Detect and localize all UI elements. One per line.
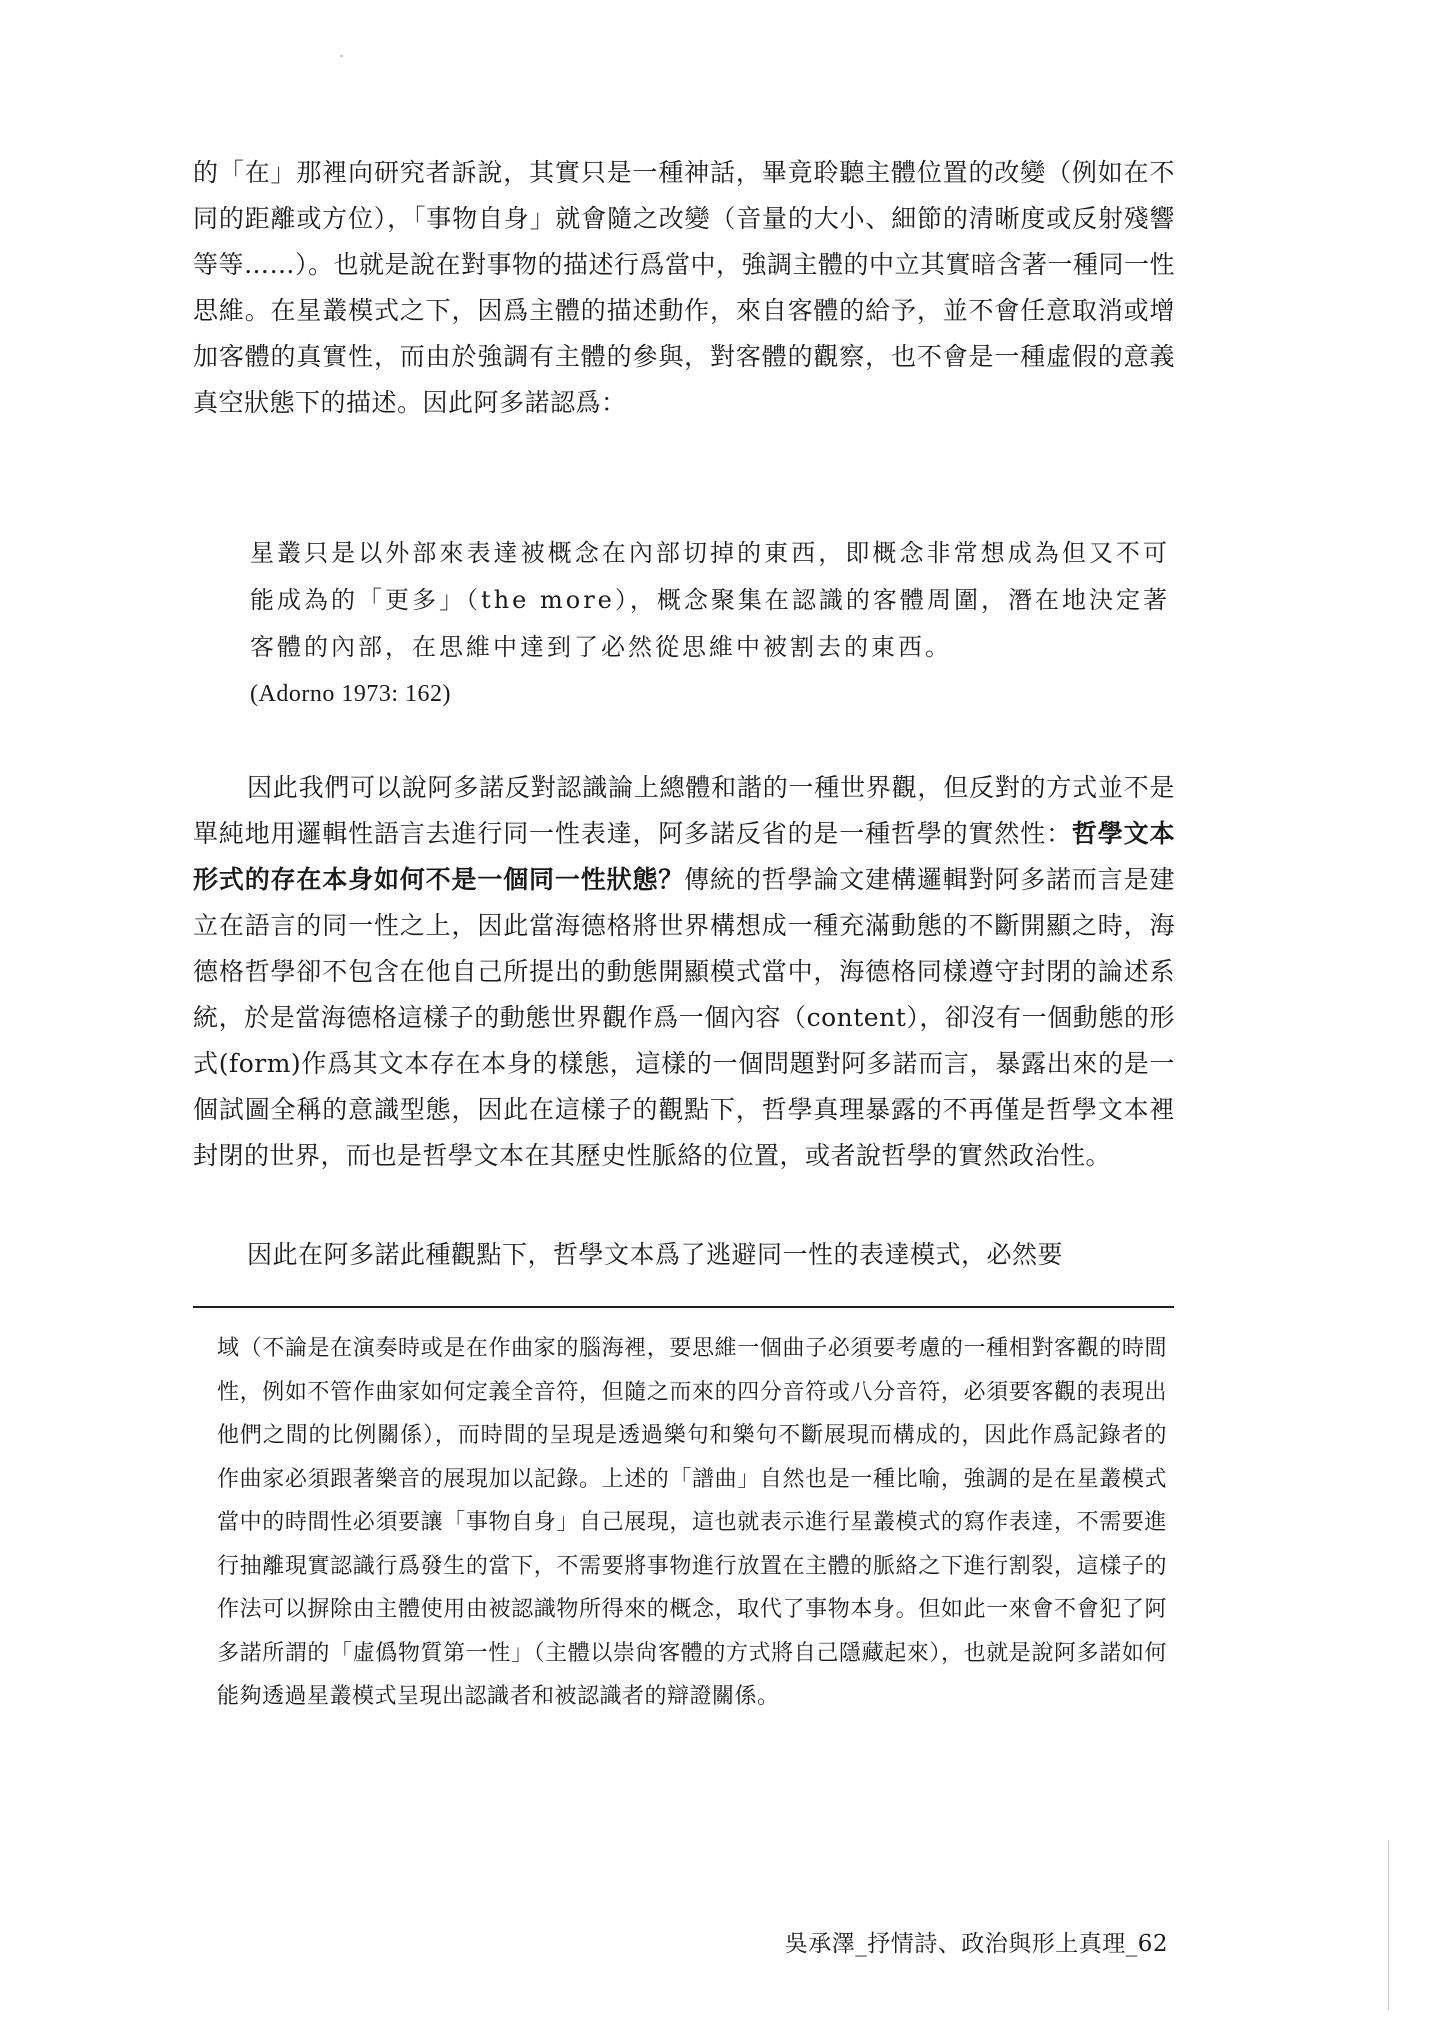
- page-footer: 吳承澤_抒情詩、政治與形上真理_62: [784, 1931, 1168, 1957]
- paragraph-2-lead: 因此我們可以說阿多諾反對認識論上總體和諧的一種世界觀，但反對的方式並不是單純地用邏輯性語言去進行同一性表達，阿多諾反省的是一種哲學的實然性：: [193, 773, 1175, 848]
- scan-mark-right: [1388, 1840, 1389, 2010]
- footnote-text: 域（不論是在演奏時或是在作曲家的腦海裡，要思維一個曲子必須要考慮的一種相對客觀的時間性，例如不管作曲家如何定義全音符，但隨之而來的四分音符或八分音符，必須要客觀的表現出他們之間的比例關係），而時間的呈現是透過樂句和樂句不斷展現而構成的，因此作爲記錄者的作曲家必須跟著樂音的展現加以記錄。上述的「譜曲」自然也是一種比喻，強調的是在星叢模式當中的時間性必須要讓「事物自身」自己展現，這也就表示進行星叢模式的寫作表達，不需要進行抽離現實認識行爲發生的當下，不需要將事物進行放置在主體的脈絡之下進行割裂，這樣子的作法可以摒除由主體使用由被認識物所得來的概念，取代了事物本身。但如此一來會不會犯了阿多諾所謂的「虛僞物質第一性」（主體以崇尙客體的方式將自己隱藏起來），也就是說阿多諾如何能夠透過星叢模式呈現出認識者和被認識者的辯證關係。: [217, 1336, 1167, 1709]
- body-paragraph-1: 的「在」那裡向研究者訴說，其實只是一種神話，畢竟聆聽主體位置的改變（例如在不同的距離或方位），「事物自身」就會隨之改變（音量的大小、細節的清晰度或反射殘響等等……）。也就是說在對事物的描述行爲當中，強調主體的中立其實暗含著一種同一性思維。在星叢模式之下，因爲主體的描述動作，來自客體的給予，並不會任意取消或增加客體的真實性，而由於強調有主體的參與，對客體的觀察，也不會是一種虛假的意義真空狀態下的描述。因此阿多諾認爲：: [193, 158, 1176, 417]
- block-quote-citation: (Adorno 1973: 162): [250, 681, 451, 707]
- paragraph-2-rest: 傳統的哲學論文建構邏輯對阿多諾而言是建立在語言的同一性之上，因此當海德格將世界構想成一種充滿動態的不斷開顯之時，海德格哲學卻不包含在他自己所提出的動態開顯模式當中，海德格同樣遵守封閉的論述系統，於是當海德格這樣子的動態世界觀作爲一個內容（content），卻沒有一個動態的形式(form)作爲其文本存在本身的樣態，這樣的一個問題對阿多諾而言，暴露出來的是一個試圖全稱的意識型態，因此在這樣子的觀點下，哲學真理暴露的不再僅是哲學文本裡封閉的世界，而也是哲學文本在其歷史性脈絡的位置，或者說哲學的實然政治性。: [193, 865, 1175, 1170]
- scan-mark-top: [340, 55, 343, 57]
- block-quote-text: 星叢只是以外部來表達被概念在內部切掉的東西，即概念非常想成為但又不可能成為的「更多」（the more），概念聚集在認識的客體周圍，潛在地決定著客體的內部，在思維中達到了必然從思維中被割去的東西。: [250, 539, 1170, 661]
- body-paragraph-2: [193, 765, 1175, 1179]
- paragraph-2-emphasis: 哲學文本形式的存在本身如何不是一個同一性狀態？: [193, 819, 1175, 894]
- body-paragraph-3: 因此在阿多諾此種觀點下，哲學文本爲了逃避同一性的表達模式，必然要: [247, 1240, 1064, 1269]
- block-quote: [250, 530, 1170, 718]
- footnote-divider: [193, 1306, 1174, 1308]
